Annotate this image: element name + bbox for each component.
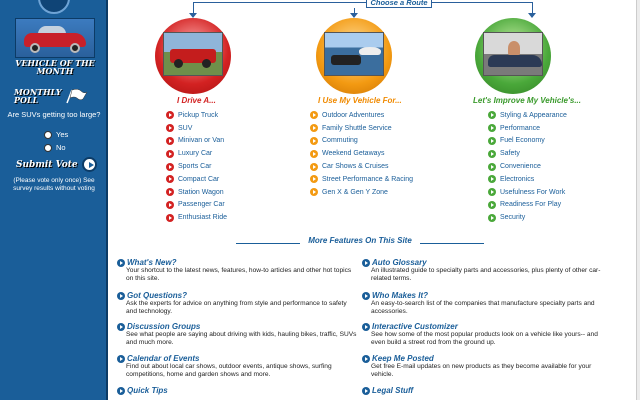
link-text[interactable]: Luxury Car	[178, 150, 213, 158]
column-heading-improve: Let's Improve My Vehicle's...	[473, 96, 581, 105]
link-text[interactable]: Gen X & Gen Y Zone	[322, 188, 388, 196]
arrow-bullet-icon	[488, 124, 496, 132]
arrow-bullet-icon	[166, 175, 174, 183]
list-item[interactable]	[166, 109, 227, 122]
link-text[interactable]: Convenience	[500, 163, 541, 171]
arrow-bullet-icon	[117, 323, 125, 331]
route-line	[432, 2, 533, 3]
link-text[interactable]: Weekend Getaways	[322, 150, 385, 158]
feature-title[interactable]: What's New?	[127, 258, 177, 267]
poll-option-label: Yes	[56, 130, 69, 139]
list-item[interactable]	[488, 186, 567, 199]
link-text[interactable]: Pickup Truck	[178, 111, 219, 119]
link-text[interactable]: Minivan or Van	[178, 137, 225, 145]
arrow-bullet-icon	[310, 111, 318, 119]
wheel-icon	[30, 43, 40, 53]
arrow-bullet-icon	[166, 150, 174, 158]
boat-shape	[359, 47, 381, 55]
list-item[interactable]	[166, 211, 227, 224]
arrow-bullet-icon	[117, 387, 125, 395]
choose-route-label: Choose a Route	[366, 0, 432, 8]
arrow-bullet-icon	[488, 150, 496, 158]
list-item[interactable]	[166, 122, 227, 135]
convertible-photo[interactable]	[483, 32, 543, 76]
feature-whats-new[interactable]	[117, 258, 359, 283]
feature-title[interactable]: Interactive Customizer	[372, 322, 458, 331]
wheel-icon	[174, 59, 183, 68]
link-text[interactable]: SUV	[178, 124, 193, 132]
feature-desc: Get free E-mail updates on new products as they become available for your vehicle.	[371, 363, 592, 378]
arrow-bullet-icon	[488, 214, 496, 222]
arrow-bullet-icon	[488, 201, 496, 209]
route-line	[193, 2, 366, 3]
arrow-bullet-icon	[117, 355, 125, 363]
radio-button[interactable]	[44, 131, 52, 139]
list-item[interactable]	[166, 160, 227, 173]
list-item[interactable]	[166, 186, 227, 199]
arrow-down-icon	[528, 13, 536, 18]
sidebar	[0, 0, 108, 400]
link-text[interactable]: Security	[500, 214, 526, 222]
list-item[interactable]	[488, 147, 567, 160]
feature-legal-stuff[interactable]	[362, 386, 604, 395]
flag-icon	[64, 88, 88, 104]
feature-title[interactable]: Auto Glossary	[372, 258, 427, 267]
arrow-bullet-icon	[488, 137, 496, 145]
arrow-bullet-icon	[166, 201, 174, 209]
link-text[interactable]: Street Performance & Racing	[322, 175, 414, 183]
feature-who-makes-it[interactable]	[362, 291, 604, 316]
feature-keep-me-posted[interactable]	[362, 354, 604, 379]
feature-quick-tips[interactable]	[117, 386, 359, 395]
arrow-bullet-icon	[310, 137, 318, 145]
vehicle-of-month-title[interactable]: VEHICLE OF THE MONTH	[15, 58, 95, 76]
vehicle-of-month-image[interactable]	[15, 18, 95, 58]
arrow-bullet-icon	[488, 111, 496, 119]
vehicle-of-month[interactable]	[15, 16, 95, 76]
arrow-bullet-icon	[117, 259, 125, 267]
link-text[interactable]: Commuting	[322, 137, 358, 145]
link-text[interactable]: Readiness For Play	[500, 201, 562, 209]
truck-photo[interactable]	[163, 32, 223, 76]
poll-note[interactable]: (Please vote only once) See survey results without voting	[13, 177, 95, 192]
arrow-bullet-icon	[362, 259, 370, 267]
feature-desc: Ask the experts for advice on anything from style and performance to safety and technology.	[126, 300, 347, 315]
column-heading-drive: I Drive A...	[177, 96, 216, 105]
list-item[interactable]	[310, 186, 413, 199]
arrow-bullet-icon	[166, 111, 174, 119]
arrow-bullet-icon	[166, 137, 174, 145]
list-item[interactable]	[488, 160, 567, 173]
poll-option-yes[interactable]	[44, 130, 94, 139]
arrow-bullet-icon	[362, 323, 370, 331]
arrow-right-icon[interactable]	[82, 157, 97, 172]
link-text[interactable]: Sports Car	[178, 163, 212, 171]
feature-title[interactable]: Legal Stuff	[372, 386, 414, 395]
link-text[interactable]: Station Wagon	[178, 188, 224, 196]
link-text[interactable]: Enthusiast Ride	[178, 214, 228, 222]
list-item[interactable]	[166, 173, 227, 186]
feature-title[interactable]: Calendar of Events	[127, 354, 200, 363]
feature-calendar-of-events[interactable]	[117, 354, 359, 379]
list-item[interactable]	[488, 173, 567, 186]
arrow-bullet-icon	[362, 355, 370, 363]
list-item[interactable]	[310, 135, 413, 148]
feature-title[interactable]: Discussion Groups	[127, 322, 201, 331]
link-text[interactable]: Passenger Car	[178, 201, 225, 209]
improve-list	[488, 109, 567, 224]
submit-vote-label[interactable]: Submit Vote	[16, 159, 78, 170]
list-item[interactable]	[488, 211, 567, 224]
arrow-bullet-icon	[362, 292, 370, 300]
column-heading-use: I Use My Vehicle For...	[318, 96, 402, 105]
submit-vote-button[interactable]	[16, 157, 97, 172]
boat-photo[interactable]	[324, 32, 384, 76]
feature-got-questions[interactable]	[117, 291, 359, 316]
arrow-bullet-icon	[310, 124, 318, 132]
link-text[interactable]: Compact Car	[178, 175, 220, 183]
feature-title[interactable]: Quick Tips	[127, 386, 168, 395]
list-item[interactable]	[166, 199, 227, 212]
arrow-bullet-icon	[166, 214, 174, 222]
feature-desc: See how some of the most popular products look on a vehicle like yours-- and even build a street rod from the ground up.	[371, 331, 598, 346]
link-text[interactable]: Family Shuttle Service	[322, 124, 392, 132]
link-text[interactable]: Performance	[500, 124, 541, 132]
list-item[interactable]	[166, 147, 227, 160]
arrow-bullet-icon	[488, 163, 496, 171]
list-item[interactable]	[310, 109, 413, 122]
link-text[interactable]: Fuel Economy	[500, 137, 545, 145]
wheel-icon	[70, 43, 80, 53]
arrow-bullet-icon	[166, 163, 174, 171]
poll-option-label: No	[56, 143, 66, 152]
list-item[interactable]	[488, 109, 567, 122]
arrow-bullet-icon	[362, 387, 370, 395]
link-text[interactable]: Outdoor Adventures	[322, 111, 385, 119]
link-text[interactable]: Styling & Appearance	[500, 111, 567, 119]
logo-icon[interactable]	[38, 0, 70, 14]
list-item[interactable]	[488, 135, 567, 148]
list-item[interactable]	[310, 173, 413, 186]
feature-auto-glossary[interactable]	[362, 258, 604, 283]
radio-button[interactable]	[44, 144, 52, 152]
feature-title[interactable]: Keep Me Posted	[372, 354, 434, 363]
feature-desc: Find out about local car shows, outdoor events, antique shows, surfing competitions, home and garden shows and more.	[126, 363, 332, 378]
monthly-poll-title: MONTHLY POLL	[14, 87, 62, 105]
arrow-bullet-icon	[488, 188, 496, 196]
link-text[interactable]: Electronics	[500, 175, 535, 183]
arrow-bullet-icon	[166, 188, 174, 196]
poll-option-no[interactable]	[44, 143, 94, 152]
arrow-bullet-icon	[310, 175, 318, 183]
feature-title[interactable]: Got Questions?	[127, 291, 187, 300]
arrow-bullet-icon	[117, 292, 125, 300]
use-list	[310, 109, 413, 199]
feature-desc: An illustrated guide to specialty parts and accessories, plus plenty of other car-related terms.	[371, 267, 601, 282]
arrow-bullet-icon	[310, 188, 318, 196]
link-text[interactable]: Safety	[500, 150, 520, 158]
list-item[interactable]	[166, 135, 227, 148]
feature-discussion-groups[interactable]	[117, 322, 359, 347]
more-features-title: More Features On This Site	[300, 236, 420, 245]
list-item[interactable]	[310, 160, 413, 173]
list-item[interactable]	[310, 122, 413, 135]
feature-desc: Your shortcut to the latest news, features, how-to articles and other hot topics on this site.	[126, 267, 352, 282]
drive-list	[166, 109, 227, 224]
divider	[236, 243, 306, 244]
arrow-bullet-icon	[310, 163, 318, 171]
outdoor-image[interactable]	[316, 18, 392, 94]
feature-interactive-customizer[interactable]	[362, 322, 604, 347]
list-item[interactable]	[488, 199, 567, 212]
arrow-bullet-icon	[310, 150, 318, 158]
improve-vehicle-image[interactable]	[475, 18, 551, 94]
feature-title[interactable]: Who Makes It?	[372, 291, 429, 300]
wheel-icon	[202, 59, 211, 68]
link-text[interactable]: Usefulness For Work	[500, 188, 566, 196]
car-shape	[488, 55, 542, 67]
list-item[interactable]	[310, 147, 413, 160]
scrollbar[interactable]	[636, 0, 640, 400]
feature-desc: An easy-to-search list of the companies that manufacture specialty parts and accessories.	[371, 300, 595, 315]
link-text[interactable]: Car Shows & Cruises	[322, 163, 389, 171]
pickup-truck-image[interactable]	[155, 18, 231, 94]
driver-shape	[508, 41, 520, 55]
truck-shape	[331, 55, 361, 65]
feature-desc: See what people are saying about driving with kids, hauling bikes, traffic, SUVs and much more.	[126, 331, 357, 346]
arrow-bullet-icon	[488, 175, 496, 183]
list-item[interactable]	[488, 122, 567, 135]
poll-question: Are SUVs getting too large?	[7, 110, 101, 119]
divider	[414, 243, 484, 244]
arrow-bullet-icon	[166, 124, 174, 132]
